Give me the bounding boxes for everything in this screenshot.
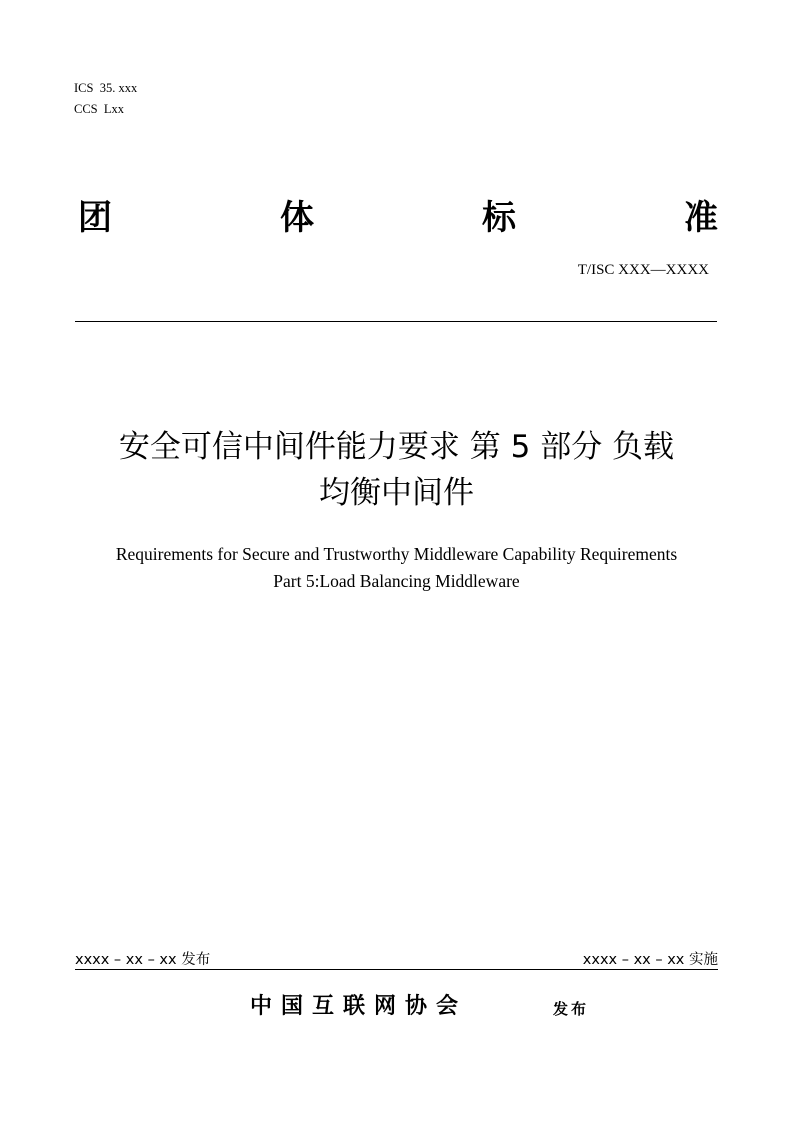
standard-number: T/ISC XXX—XXXX xyxy=(577,262,709,278)
ccs-code: CCS Lxx xyxy=(74,102,125,116)
ics-code: ICS 35. xxx xyxy=(74,81,138,95)
implement-date: xxxx – xx – xx 实施 xyxy=(582,952,718,968)
standard-type-char: 团 xyxy=(78,198,112,238)
issuing-organization: 中国互联网协会 xyxy=(250,994,468,1019)
english-title-line-2: Part 5:Load Balancing Middleware xyxy=(273,571,520,591)
standard-type-char: 体 xyxy=(280,198,314,238)
chinese-title-line-1: 安全可信中间件能力要求 第 5 部分 负载 xyxy=(118,429,675,465)
standard-type-char: 标 xyxy=(482,198,516,238)
header-divider xyxy=(75,321,717,322)
english-title-line-1: Requirements for Secure and Trustworthy Middleware Capability Requirements xyxy=(115,544,678,564)
standard-type-heading xyxy=(78,196,718,240)
publish-date: xxxx – xx – xx 发布 xyxy=(75,952,211,968)
classification-codes xyxy=(74,78,137,120)
standard-type-char: 准 xyxy=(684,198,718,238)
issue-label: 发布 xyxy=(553,1000,590,1018)
chinese-title-line-2: 均衡中间件 xyxy=(319,475,474,511)
footer-divider xyxy=(75,969,718,970)
chinese-title xyxy=(70,424,723,516)
english-title xyxy=(70,541,723,595)
